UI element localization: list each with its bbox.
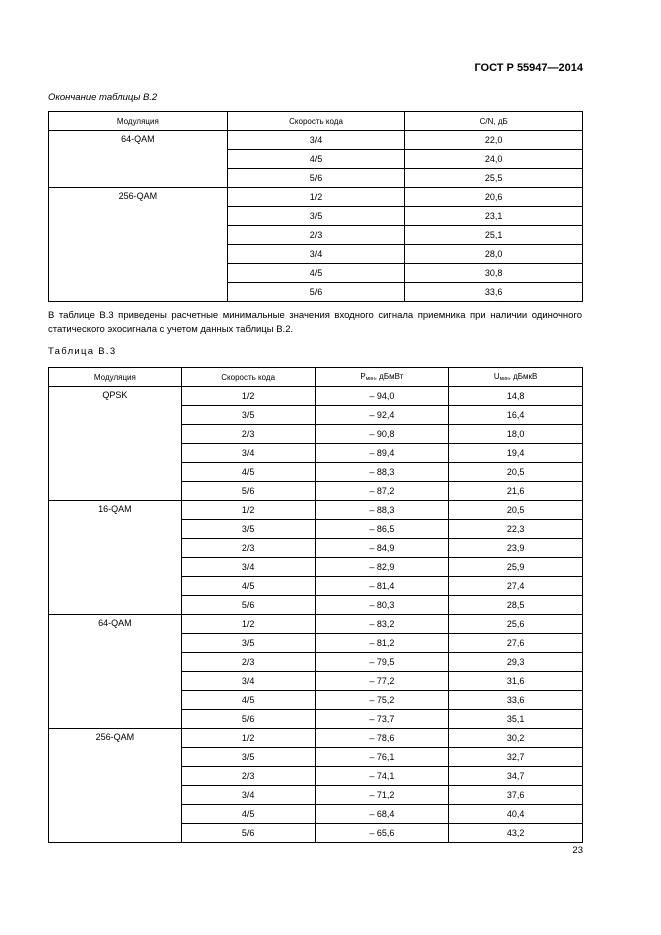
cn-value-cell: 30,8 — [405, 264, 583, 283]
column-header-modulation: Модуляция — [49, 112, 228, 131]
cn-value-cell: 33,6 — [405, 283, 583, 302]
p-min-cell: – 71,2 — [315, 786, 449, 805]
u-min-cell: 34,7 — [449, 767, 583, 786]
p-min-cell: – 81,2 — [315, 634, 449, 653]
p-min-cell: – 82,9 — [315, 558, 449, 577]
p-min-cell: – 92,4 — [315, 406, 449, 425]
code-rate-cell: 1/2 — [181, 615, 315, 634]
u-min-cell: 32,7 — [449, 748, 583, 767]
table-b3-caption: Таблица В.3 — [48, 346, 117, 357]
table-row — [49, 188, 583, 207]
code-rate-cell: 2/3 — [181, 539, 315, 558]
code-rate-cell: 4/5 — [181, 577, 315, 596]
modulation-cell: 64-QAM — [49, 615, 182, 729]
u-min-cell: 43,2 — [449, 824, 583, 843]
code-rate-cell: 5/6 — [181, 710, 315, 729]
page-number: 23 — [572, 845, 583, 856]
code-rate-cell: 4/5 — [181, 691, 315, 710]
p-min-cell: – 81,4 — [315, 577, 449, 596]
code-rate-cell: 1/2 — [181, 387, 315, 406]
p-min-cell: – 78,6 — [315, 729, 449, 748]
document-standard-header: ГОСТ Р 55947—2014 — [474, 62, 583, 74]
code-rate-cell: 3/4 — [181, 672, 315, 691]
column-header-code-rate: Скорость кода — [181, 368, 315, 387]
p-min-cell: – 76,1 — [315, 748, 449, 767]
code-rate-cell: 5/6 — [227, 283, 405, 302]
code-rate-cell: 2/3 — [227, 226, 405, 245]
table-b2 — [48, 111, 583, 302]
code-rate-cell: 3/4 — [227, 245, 405, 264]
cn-value-cell: 23,1 — [405, 207, 583, 226]
code-rate-cell: 3/4 — [181, 786, 315, 805]
u-subscript: мин — [499, 376, 509, 382]
code-rate-cell: 5/6 — [181, 482, 315, 501]
p-min-cell: – 86,5 — [315, 520, 449, 539]
p-symbol: P — [360, 372, 366, 381]
u-min-cell: 20,5 — [449, 463, 583, 482]
code-rate-cell: 3/5 — [181, 748, 315, 767]
cn-value-cell: 25,5 — [405, 169, 583, 188]
p-min-cell: – 73,7 — [315, 710, 449, 729]
column-header-u-min — [449, 368, 583, 387]
u-min-cell: 14,8 — [449, 387, 583, 406]
modulation-cell: 16-QAM — [49, 501, 182, 615]
code-rate-cell: 5/6 — [181, 596, 315, 615]
u-min-cell: 25,6 — [449, 615, 583, 634]
p-min-cell: – 90,8 — [315, 425, 449, 444]
cn-value-cell: 22,0 — [405, 131, 583, 150]
u-min-cell: 28,5 — [449, 596, 583, 615]
code-rate-cell: 2/3 — [181, 653, 315, 672]
column-header-modulation: Модуляция — [49, 368, 182, 387]
code-rate-cell: 5/6 — [181, 824, 315, 843]
u-min-cell: 23,9 — [449, 539, 583, 558]
table-b2-caption: Окончание таблицы В.2 — [48, 92, 158, 103]
code-rate-cell: 4/5 — [227, 150, 405, 169]
code-rate-cell: 1/2 — [181, 729, 315, 748]
code-rate-cell: 3/5 — [181, 406, 315, 425]
u-min-cell: 37,6 — [449, 786, 583, 805]
cn-value-cell: 25,1 — [405, 226, 583, 245]
column-header-p-min — [315, 368, 449, 387]
u-symbol: U — [493, 372, 500, 381]
p-min-cell: – 88,3 — [315, 463, 449, 482]
table-row — [49, 615, 583, 634]
p-min-cell: – 75,2 — [315, 691, 449, 710]
column-header-cn: C/N, дБ — [405, 112, 583, 131]
modulation-cell: QPSK — [49, 387, 182, 501]
table-b3-body — [49, 387, 583, 843]
modulation-cell: 64-QAM — [49, 131, 228, 188]
table-b2-body — [49, 131, 583, 302]
u-min-cell: 22,3 — [449, 520, 583, 539]
code-rate-cell: 4/5 — [181, 805, 315, 824]
u-min-cell: 29,3 — [449, 653, 583, 672]
u-min-cell: 19,4 — [449, 444, 583, 463]
u-min-cell: 40,4 — [449, 805, 583, 824]
code-rate-cell: 3/5 — [227, 207, 405, 226]
u-min-cell: 21,6 — [449, 482, 583, 501]
p-min-cell: – 88,3 — [315, 501, 449, 520]
table-b2-header-row — [49, 112, 583, 131]
code-rate-cell: 3/4 — [181, 558, 315, 577]
code-rate-cell: 4/5 — [181, 463, 315, 482]
u-min-cell: 25,9 — [449, 558, 583, 577]
table-row — [49, 131, 583, 150]
p-min-cell: – 68,4 — [315, 805, 449, 824]
code-rate-cell: 1/2 — [227, 188, 405, 207]
cn-value-cell: 24,0 — [405, 150, 583, 169]
table-row — [49, 387, 583, 406]
modulation-cell: 256-QAM — [49, 729, 182, 843]
u-min-cell: 30,2 — [449, 729, 583, 748]
p-min-cell: – 89,4 — [315, 444, 449, 463]
u-unit: , дБмкВ — [508, 372, 538, 381]
column-header-code-rate: Скорость кода — [227, 112, 405, 131]
u-min-cell: 27,6 — [449, 634, 583, 653]
table-b3 — [48, 367, 583, 843]
u-min-cell: 20,5 — [449, 501, 583, 520]
u-min-cell: 27,4 — [449, 577, 583, 596]
code-rate-cell: 1/2 — [181, 501, 315, 520]
p-min-cell: – 80,3 — [315, 596, 449, 615]
table-row — [49, 729, 583, 748]
p-unit: , дБмВт — [374, 372, 404, 381]
code-rate-cell: 4/5 — [227, 264, 405, 283]
code-rate-cell: 5/6 — [227, 169, 405, 188]
p-subscript: мин — [365, 376, 375, 382]
u-min-cell: 33,6 — [449, 691, 583, 710]
code-rate-cell: 2/3 — [181, 767, 315, 786]
p-min-cell: – 74,1 — [315, 767, 449, 786]
modulation-cell: 256-QAM — [49, 188, 228, 302]
table-b3-header-row — [49, 368, 583, 387]
p-min-cell: – 65,6 — [315, 824, 449, 843]
p-min-cell: – 83,2 — [315, 615, 449, 634]
p-min-cell: – 77,2 — [315, 672, 449, 691]
cn-value-cell: 20,6 — [405, 188, 583, 207]
u-min-cell: 18,0 — [449, 425, 583, 444]
body-paragraph: В таблице В.3 приведены расчетные минимальные значения входного сигнала приемника при наличии одиночного статического эхосигнала с учетом данных таблицы В.2. — [48, 310, 582, 335]
u-min-cell: 35,1 — [449, 710, 583, 729]
cn-value-cell: 28,0 — [405, 245, 583, 264]
u-min-cell: 31,6 — [449, 672, 583, 691]
u-min-cell: 16,4 — [449, 406, 583, 425]
table-row — [49, 501, 583, 520]
code-rate-cell: 3/5 — [181, 634, 315, 653]
code-rate-cell: 3/4 — [181, 444, 315, 463]
code-rate-cell: 3/5 — [181, 520, 315, 539]
p-min-cell: – 94,0 — [315, 387, 449, 406]
p-min-cell: – 84,9 — [315, 539, 449, 558]
code-rate-cell: 3/4 — [227, 131, 405, 150]
p-min-cell: – 87,2 — [315, 482, 449, 501]
p-min-cell: – 79,5 — [315, 653, 449, 672]
code-rate-cell: 2/3 — [181, 425, 315, 444]
